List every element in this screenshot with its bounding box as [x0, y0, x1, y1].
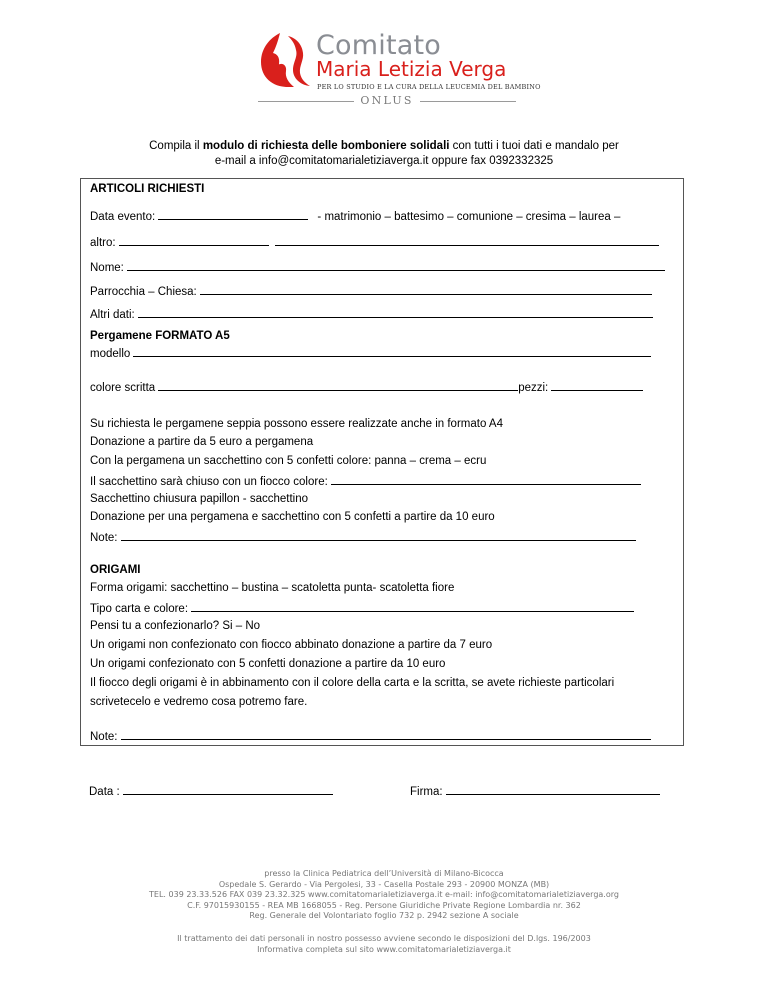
info-line: Su richiesta le pergamene seppia possono essere realizzate anche in formato A4 — [90, 418, 503, 430]
info-line: Con la pergamena un sacchettino con 5 confetti colore: panna – crema – ecru — [90, 455, 487, 467]
fiocco-label: Il sacchettino sarà chiuso con un fiocco colore: — [90, 476, 328, 488]
modello-label: modello — [90, 348, 131, 360]
altri-dati-label: Altri dati: — [90, 309, 135, 321]
altri-dati-field[interactable] — [138, 306, 653, 318]
signature-firma — [410, 783, 660, 798]
note2-label: Note: — [90, 731, 118, 743]
onlus-rule-left — [258, 101, 354, 102]
logo-name-line1: Comitato — [316, 30, 442, 61]
altro-field-extended[interactable] — [275, 234, 659, 246]
section-title-origami: ORIGAMI — [90, 564, 141, 576]
forma-origami-text: Forma origami: sacchettino – bustina – scatoletta punta- scatoletta fiore — [90, 582, 455, 594]
data-evento-label: Data evento: — [90, 211, 156, 223]
tipo-carta-label: Tipo carta e colore: — [90, 603, 189, 615]
intro-bold: modulo di richiesta delle bomboniere solidali — [202, 140, 450, 152]
onlus-label: ONLUS — [360, 94, 414, 107]
row-altro — [90, 234, 659, 250]
privacy-line: Informativa completa sul sito www.comitatomarialetiziaverga.it — [257, 944, 511, 954]
origami-line: Pensi tu a confezionarlo? Si – No — [90, 620, 261, 632]
firma-field[interactable] — [446, 783, 660, 795]
footer-line: Reg. Generale del Volontariato foglio 732 p. 2942 sezione A sociale — [249, 911, 519, 921]
signature-data — [89, 783, 333, 798]
row-parrocchia — [90, 283, 652, 299]
logo-tagline: PER LO STUDIO E LA CURA DELLA LEUCEMIA DEL BAMBINO — [317, 83, 541, 91]
footer-line: C.F. 97015930155 - REA MB 1668055 - Reg. Persone Giuridiche Private Regione Lombardia nr. 362 — [187, 900, 581, 910]
event-types-text: - matrimonio – battesimo – comunione – cresima – laurea – — [317, 211, 621, 223]
firma-label: Firma: — [410, 786, 443, 798]
intro-text — [80, 139, 688, 169]
data-evento-field[interactable] — [158, 208, 308, 220]
comitato-logo-icon — [258, 32, 312, 88]
row-note-origami — [90, 728, 651, 744]
footer-line: presso la Clinica Pediatrica dell’Università di Milano-Bicocca — [264, 869, 504, 878]
tipo-carta-field[interactable] — [191, 600, 634, 612]
privacy-line: Il trattamento dei dati personali in nostro possesso avviene secondo le disposizioni del D.lgs. 196/2003 — [177, 933, 591, 943]
footer-line: TEL. 039 23.33.526 FAX 039 23.32.325 www.comitatomarialetiziaverga.it e-mail: info@comitatomarialetiziaverga.org — [149, 890, 619, 900]
origami-line: Il fiocco degli origami è in abbinamento con il colore della carta e la scritta, se avete richieste particolari — [90, 677, 615, 689]
onlus-rule-right — [420, 101, 516, 102]
footer-line: Ospedale S. Gerardo - Via Pergolesi, 33 - Casella Postale 293 - 20900 MONZA (MB) — [218, 879, 550, 889]
logo-name-line2: Maria Letizia Verga — [316, 57, 507, 81]
row-data-evento — [90, 208, 620, 224]
colore-field[interactable] — [158, 379, 518, 391]
altro-label: altro: — [90, 237, 116, 249]
row-note-pergamene — [90, 529, 636, 545]
origami-line: Un origami non confezionato con fiocco abbinato donazione a partire da 7 euro — [90, 639, 493, 651]
nome-label: Nome: — [90, 262, 124, 274]
section-title-articoli: ARTICOLI RICHIESTI — [90, 183, 205, 195]
row-fiocco — [90, 473, 641, 489]
modello-field[interactable] — [133, 345, 651, 357]
parrocchia-label: Parrocchia – Chiesa: — [90, 286, 197, 298]
data-field[interactable] — [123, 783, 333, 795]
note-field[interactable] — [121, 529, 636, 541]
nome-field[interactable] — [127, 259, 665, 271]
origami-line: scrivetecelo e vedremo cosa potremo fare. — [90, 696, 308, 708]
data-label: Data : — [89, 786, 120, 798]
letterhead — [0, 0, 768, 120]
info-line: Donazione a partire da 5 euro a pergamena — [90, 436, 314, 448]
intro-line1: Compila il modulo di richiesta delle bomboniere solidali con tutti i tuoi dati e mandalo per — [149, 140, 619, 152]
pezzi-field[interactable] — [551, 379, 643, 391]
info-line: Donazione per una pergamena e sacchettino con 5 confetti a partire da 10 euro — [90, 511, 495, 523]
note-label: Note: — [90, 532, 118, 544]
note2-field[interactable] — [121, 728, 651, 740]
info-line: Sacchettino chiusura papillon - sacchettino — [90, 493, 308, 505]
row-altri-dati — [90, 306, 653, 322]
request-form — [80, 178, 684, 746]
row-nome — [90, 259, 665, 275]
row-colore-scritta — [90, 379, 643, 395]
section-title-pergamene: Pergamene FORMATO A5 — [90, 330, 230, 342]
fiocco-field[interactable] — [331, 473, 641, 485]
origami-line: Un origami confezionato con 5 confetti donazione a partire da 10 euro — [90, 658, 446, 670]
intro-line2: e-mail a info@comitatomarialetiziaverga.it oppure fax 0392332325 — [214, 155, 554, 167]
altro-field[interactable] — [119, 234, 269, 246]
footer — [0, 869, 768, 955]
row-modello — [90, 345, 651, 361]
row-tipo-carta — [90, 600, 634, 616]
parrocchia-field[interactable] — [200, 283, 652, 295]
colore-label: colore scritta — [90, 382, 156, 394]
pezzi-label: pezzi: — [518, 382, 549, 394]
